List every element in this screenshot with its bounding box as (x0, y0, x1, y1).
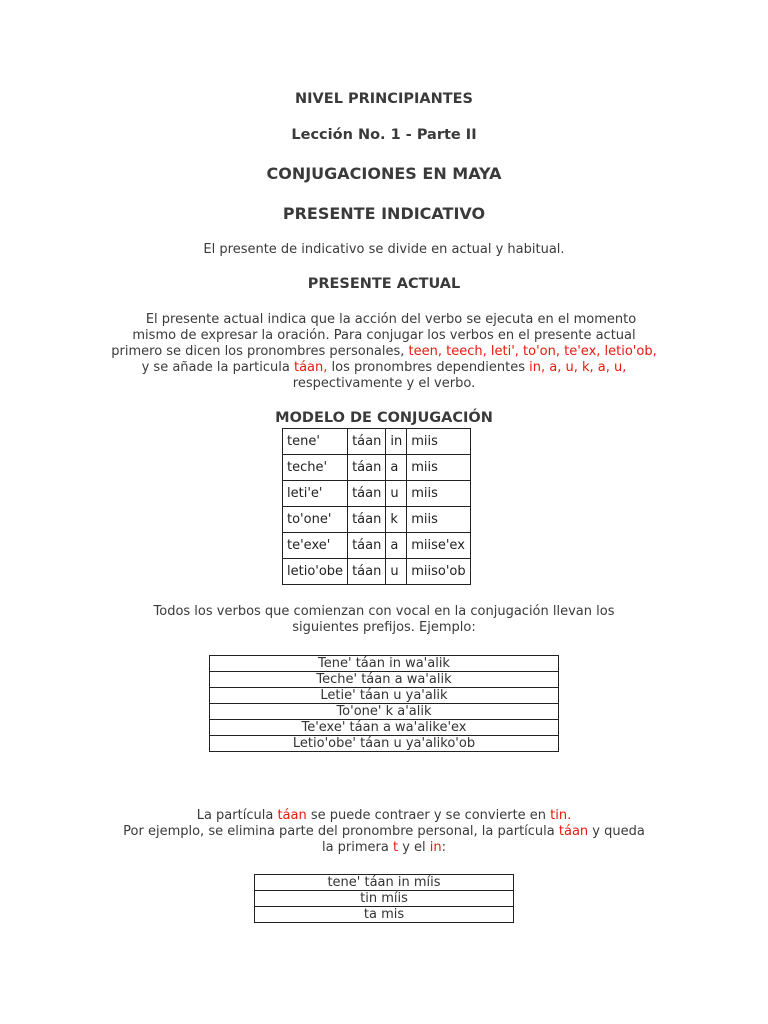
conjugation-cell: táan (348, 507, 386, 533)
heading-level: NIVEL PRINCIPIANTES (295, 91, 473, 107)
conjugation-row (283, 507, 471, 533)
vowel-prefix-cell: Te'exe' táan a wa'alike'ex (210, 720, 559, 736)
contraction-cell: tin míis (255, 891, 514, 907)
conjugation-cell: táan (348, 533, 386, 559)
conjugation-cell: leti'e' (283, 481, 348, 507)
intro-text: El presente de indicativo se divide en actual y habitual. (203, 242, 565, 257)
heading-tense: PRESENTE INDICATIVO (282, 204, 486, 223)
heading-lesson: Lección No. 1 - Parte II (291, 127, 477, 143)
conjugation-row (283, 533, 471, 559)
para1-line3: primero se dicen los pronombres personales, teen, teech, leti', to'on, te'ex, letio'ob, (111, 344, 657, 359)
para3-line1: La partícula táan se puede contraer y se convierte en tin. (196, 808, 572, 823)
conjugation-cell: táan (348, 455, 386, 481)
vowel-prefix-cell: Letie' táan u ya'alik (210, 688, 559, 704)
particle-taan: táan, (293, 360, 328, 375)
para2-line1: Todos los verbos que comienzan con vocal en la conjugación llevan los (153, 604, 615, 619)
conjugation-cell: a (386, 455, 407, 481)
vowel-prefix-table (209, 655, 559, 752)
conjugation-cell: miis (407, 455, 470, 481)
contraction-cell: ta mis (255, 907, 514, 923)
para2-line2: siguientes prefijos. Ejemplo: (292, 620, 476, 635)
contraction-row (255, 875, 514, 891)
conjugation-cell: táan (348, 429, 386, 455)
vowel-prefix-row (210, 736, 559, 752)
paragraph-presente-actual (0, 312, 768, 392)
contraction-cell: tene' táan in míis (255, 875, 514, 891)
para1-line4: y se añade la particula táan, los pronombres dependientes in, a, u, k, a, u, (141, 360, 627, 375)
conjugation-cell: k (386, 507, 407, 533)
model-title: MODELO DE CONJUGACIÓN (275, 410, 493, 426)
conjugation-cell: teche' (283, 455, 348, 481)
vowel-prefix-cell: To'one' k a'alik (210, 704, 559, 720)
vowel-prefix-row (210, 688, 559, 704)
conjugation-row (283, 481, 471, 507)
conjugation-cell: miis (407, 429, 470, 455)
contraction-table (254, 874, 514, 923)
particle-tin: tin. (550, 808, 572, 823)
vowel-prefix-cell: Letio'obe' táan u ya'aliko'ob (210, 736, 559, 752)
conjugation-row (283, 455, 471, 481)
conjugation-cell: miise'ex (407, 533, 470, 559)
vowel-prefix-row (210, 720, 559, 736)
contraction-row (255, 891, 514, 907)
dependent-pronouns: in, a, u, k, a, u, (529, 360, 627, 375)
para1-line5: respectivamente y el verbo. (292, 376, 476, 391)
conjugation-cell: u (386, 559, 407, 585)
conjugation-cell: a (386, 533, 407, 559)
conjugation-row (283, 559, 471, 585)
conjugation-cell: tene' (283, 429, 348, 455)
letter-t: t (392, 840, 399, 855)
conjugation-row (283, 429, 471, 455)
conjugation-cell: te'exe' (283, 533, 348, 559)
conjugation-cell: táan (348, 481, 386, 507)
para1-line2: mismo de expresar la oración. Para conjugar los verbos en el presente actual (132, 328, 636, 343)
conjugation-cell: miis (407, 481, 470, 507)
vowel-prefix-row (210, 672, 559, 688)
vowel-prefix-cell: Tene' táan in wa'alik (210, 656, 559, 672)
contraction-row (255, 907, 514, 923)
conjugation-cell: táan (348, 559, 386, 585)
vowel-prefix-row (210, 704, 559, 720)
para3-line3: la primera t y el in: (321, 840, 447, 855)
heading-topic: CONJUGACIONES EN MAYA (266, 164, 502, 183)
pronoun-list: teen, teech, leti', to'on, te'ex, letio'ob, (408, 344, 657, 359)
para1-line1: El presente actual indica que la acción del verbo se ejecuta en el momento (145, 312, 637, 327)
conjugation-cell: miis (407, 507, 470, 533)
section-title: PRESENTE ACTUAL (307, 276, 461, 292)
paragraph-vowel-verbs (0, 604, 768, 636)
conjugation-cell: in (386, 429, 407, 455)
particle-taan: táan (558, 824, 589, 839)
particle-taan: táan (277, 808, 307, 823)
paragraph-contraction (0, 808, 768, 856)
conjugation-cell: letio'obe (283, 559, 348, 585)
conjugation-cell: u (386, 481, 407, 507)
vowel-prefix-cell: Teche' táan a wa'alik (210, 672, 559, 688)
conjugation-table (282, 428, 471, 585)
conjugation-cell: miiso'ob (407, 559, 470, 585)
conjugation-cell: to'one' (283, 507, 348, 533)
letters-in: in (429, 840, 442, 855)
vowel-prefix-row (210, 656, 559, 672)
para3-line2: Por ejemplo, se elimina parte del pronombre personal, la partícula táan y queda (123, 824, 645, 839)
